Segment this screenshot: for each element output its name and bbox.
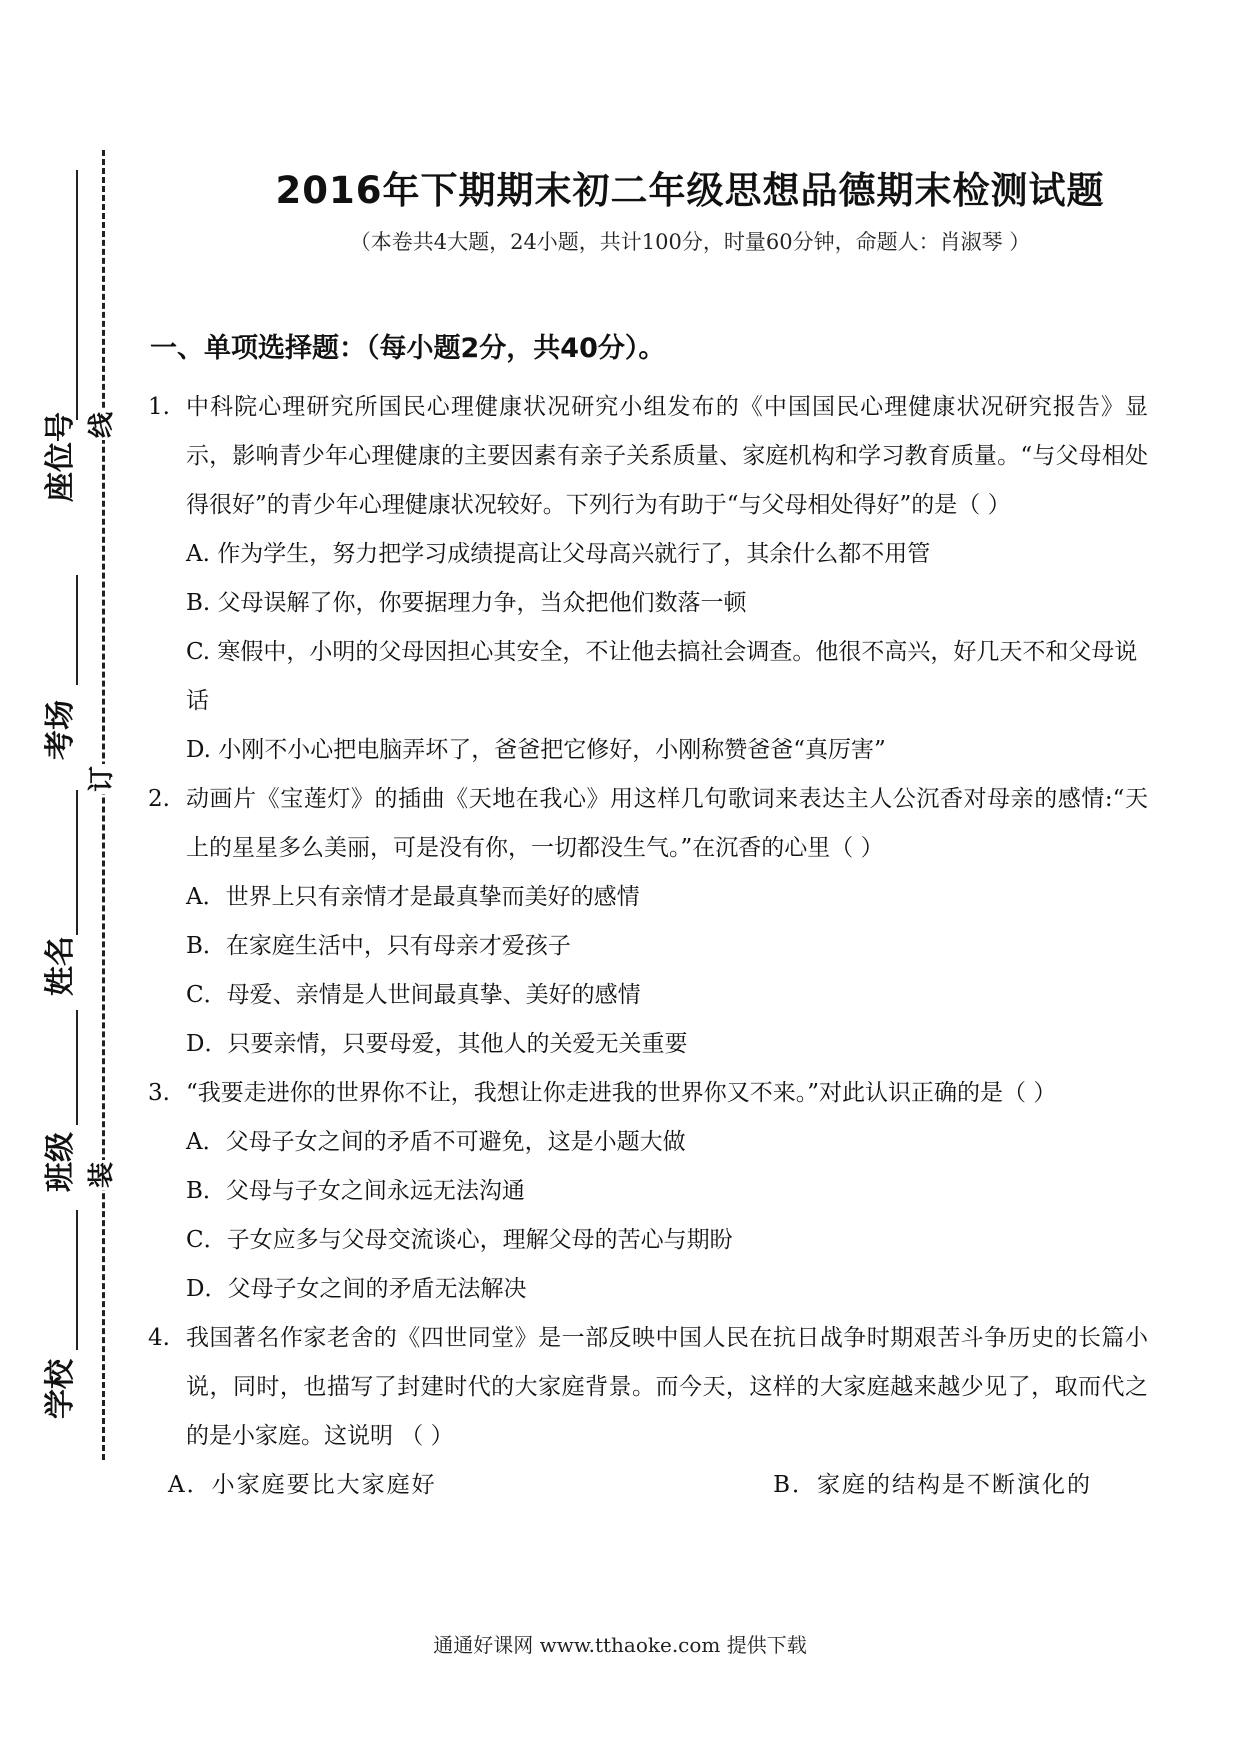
option-a: A. 作为学生，努力把学习成绩提高让父母高兴就行了，其余什么都不用管 [186,541,931,567]
room-blank-line [76,575,78,685]
section-heading: 一、单项选择题：（每小题2分，共40分）。 [150,333,666,364]
school-label: 学校 [43,1359,78,1419]
question-3 [148,1069,1148,1314]
cut-mark-bind: 订 [87,766,117,793]
option-d: D．只要亲情，只要母爱，其他人的关爱无关重要 [186,1031,688,1057]
option-b: B．父母与子女之间永远无法沟通 [186,1178,525,1204]
exam-subtitle: （本卷共4大题，24小题，共计100分，时量60分钟，命题人：肖淑琴 ） [349,230,1031,254]
question-2 [148,775,1148,1069]
cut-mark-line: 线 [87,412,117,439]
cut-dashed-line [102,150,105,1460]
option-row [168,1461,1092,1510]
school-blank-line [76,1210,78,1350]
question-stem: 动画片《宝莲灯》的插曲《天地在我心》用这样几句歌词来表达主人公沉香对母亲的感情:“天上的星星多么美丽，可是没有你，一切都没生气。”在沉香的心里（ ） [186,786,1148,861]
question-number: 4. [148,1325,170,1351]
option-c: C．子女应多与父母交流谈心，理解父母的苦心与期盼 [186,1227,733,1253]
option-c: C．母爱、亲情是人世间最真挚、美好的感情 [186,982,641,1008]
name-blank-line [76,790,78,935]
seat-number-label: 座位号 [43,412,78,502]
question-stem: 中科院心理研究所国民心理健康状况研究小组发布的《中国国民心理健康状况研究报告》显示，影响青少年心理健康的主要因素有亲子关系质量、家庭机构和学习教育质量。“与父母相处得很好”的青少年心理健康状况较好。下列行为有助于“与父母相处得好”的是（ ） [186,394,1148,518]
exam-room-label: 考场 [43,700,78,760]
question-stem: 我国著名作家老舍的《四世同堂》是一部反映中国人民在抗日战争时期艰苦斗争历史的长篇小说，同时，也描写了封建时代的大家庭背景。而今天，这样的大家庭越来越少见了，取而代之的是小家庭。这说明 （ ） [186,1325,1148,1449]
option-a: A．父母子女之间的矛盾不可避免，这是小题大做 [186,1129,686,1155]
class-blank-line [76,1010,78,1125]
cut-mark-install: 装 [87,1162,117,1189]
question-4 [148,1314,1148,1510]
question-number: 3. [148,1080,170,1106]
exam-title: 2016年下期期末初二年级思想品德期末检测试题 [275,169,1105,212]
question-stem: “我要走进你的世界你不让，我想让你走进我的世界你又不来。”对此认识正确的是（ ） [186,1080,1057,1106]
name-label: 姓名 [43,936,78,996]
option-c: C. 寒假中，小明的父母因担心其安全，不让他去搞社会调查。他很不高兴，好几天不和父母说话 [186,639,1138,714]
class-label: 班级 [43,1132,78,1192]
option-b: B. 父母误解了你，你要据理力争，当众把他们数落一顿 [186,590,747,616]
option-b: B．家庭的结构是不断演化的 [773,1472,1092,1498]
question-number: 1. [148,394,170,420]
question-1 [148,383,1148,775]
question-list [148,383,1148,1510]
binding-margin [0,0,140,1754]
option-a: A．世界上只有亲情才是最真挚而美好的感情 [186,884,640,910]
option-a: A．小家庭要比大家庭好 [168,1472,437,1498]
page-footer: 通通好课网 www.tthaoke.com 提供下载 [433,1633,807,1657]
option-b: B．在家庭生活中，只有母亲才爱孩子 [186,933,571,959]
question-number: 2. [148,786,170,812]
seat-blank-line [76,170,78,420]
option-d: D．父母子女之间的矛盾无法解决 [186,1276,527,1302]
option-d: D. 小刚不小心把电脑弄坏了，爸爸把它修好，小刚称赞爸爸“真厉害” [186,737,886,763]
